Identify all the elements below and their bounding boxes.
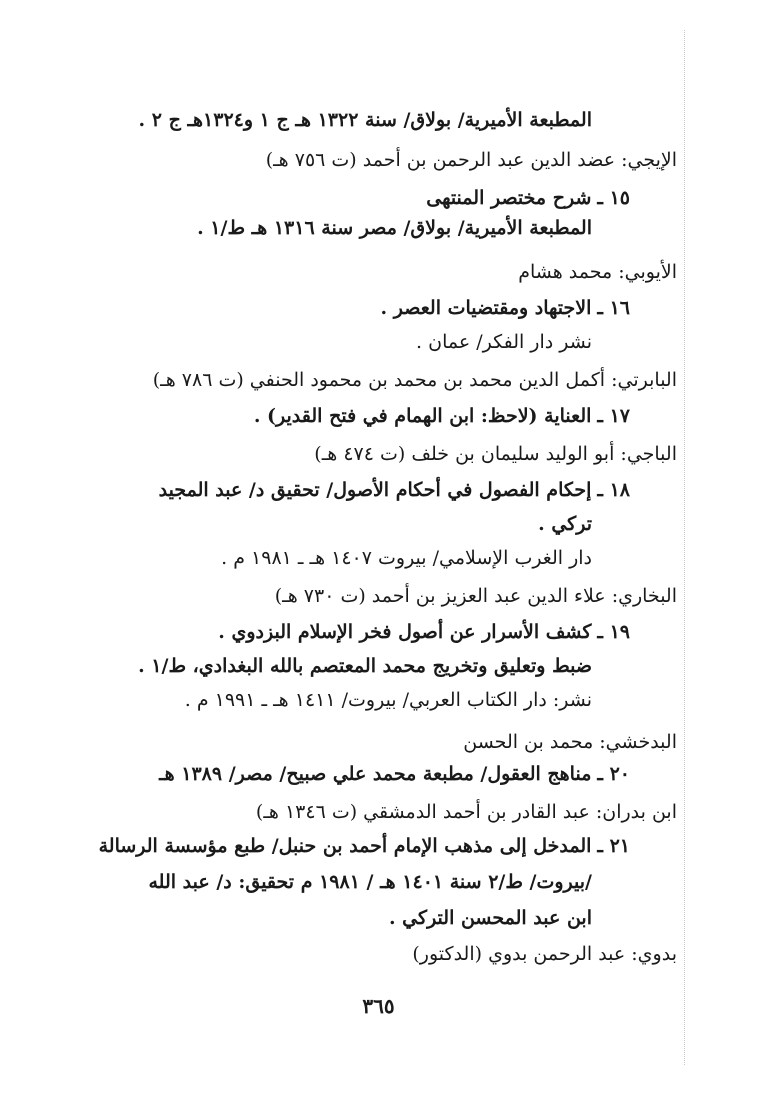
author-heading: ابن بدران: عبد القادر بن أحمد الدمشقي (ت ١٣٤٦ هـ) xyxy=(255,801,677,823)
entry-number: ١٦ ـ xyxy=(597,297,630,319)
text-line: المطبعة الأميرية/ بولاق/ مصر سنة ١٣١٦ هـ ط/١ . xyxy=(197,217,592,239)
text-line: دار الغرب الإسلامي/ بيروت ١٤٠٧ هـ ـ ١٩٨١ م . xyxy=(221,547,592,569)
text-line: /بيروت/ ط/٢ سنة ١٤٠١ هـ / ١٩٨١ م تحقيق: د/ عبد الله xyxy=(148,871,592,893)
entry-number: ١٥ ـ xyxy=(597,187,630,209)
page-edge-line xyxy=(684,30,685,1065)
entry-title: ٢٠ ـمناهج العقول/ مطبعة محمد علي صبيح/ مصر/ ١٣٨٩ هـ xyxy=(159,760,630,788)
entry-title: ١٧ ـالعناية (لاحظ: ابن الهمام في فتح القدير) . xyxy=(254,402,630,430)
author-heading: بدوي: عبد الرحمن بدوي (الدكتور) xyxy=(412,943,677,965)
text-line: نشر دار الفكر/ عمان . xyxy=(416,331,592,353)
entry-number: ٢١ ـ xyxy=(597,835,630,857)
entry-title: ٢١ ـالمدخل إلى مذهب الإمام أحمد بن حنبل/ طبع مؤسسة الرسالة xyxy=(99,832,630,860)
author-heading: البابرتي: أكمل الدين محمد بن محمد بن محمود الحنفي (ت ٧٨٦ هـ) xyxy=(152,369,677,391)
text-line: تركي . xyxy=(538,513,592,535)
text-line: المطبعة الأميرية/ بولاق/ سنة ١٣٢٢ هـ ج ١ و١٣٢٤هـ ج ٢ . xyxy=(138,109,592,131)
entry-number: ١٧ ـ xyxy=(597,405,630,427)
entry-title: ١٩ ـكشف الأسرار عن أصول فخر الإسلام البزدوي . xyxy=(218,618,630,646)
text-line: ابن عبد المحسن التركي . xyxy=(388,907,592,929)
entry-number: ٢٠ ـ xyxy=(597,763,630,785)
author-heading: الإيجي: عضد الدين عبد الرحمن بن أحمد (ت ٧٥٦ هـ) xyxy=(265,149,677,171)
entry-number: ١٩ ـ xyxy=(597,621,630,643)
text-line: ضبط وتعليق وتخريج محمد المعتصم بالله البغدادي، ط/١ . xyxy=(138,655,592,677)
author-heading: الأيوبي: محمد هشام xyxy=(518,261,677,283)
text-line: نشر: دار الكتاب العربي/ بيروت/ ١٤١١ هـ ـ ١٩٩١ م . xyxy=(184,689,592,711)
entry-title: ١٨ ـإحكام الفصول في أحكام الأصول/ تحقيق د/ عبد المجيد xyxy=(159,476,630,504)
author-heading: البدخشي: محمد بن الحسن xyxy=(463,731,677,753)
author-heading: الباجي: أبو الوليد سليمان بن خلف (ت ٤٧٤ هـ) xyxy=(314,443,677,465)
entry-number: ١٨ ـ xyxy=(597,479,630,501)
author-heading: البخاري: علاء الدين عبد العزيز بن أحمد (ت ٧٣٠ هـ) xyxy=(274,585,677,607)
page-number: ٣٦٥ xyxy=(362,994,395,1018)
entry-title: ١٥ ـشرح مختصر المنتهى xyxy=(426,184,630,212)
entry-title: ١٦ ـالاجتهاد ومقتضيات العصر . xyxy=(381,294,630,322)
